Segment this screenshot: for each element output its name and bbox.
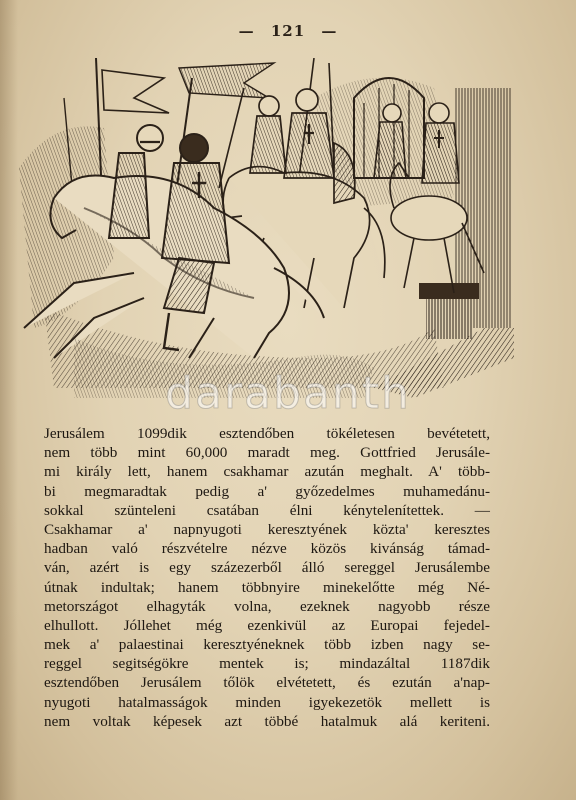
text-line: útnak indultak; hanem többnyire minekelőtte még Né-	[44, 578, 490, 596]
text-line: reggel segitségökre mentek is; mindazáltal 1187dik	[44, 655, 490, 673]
page-number: 121	[270, 22, 306, 40]
text-line: nem több mint 60,000 maradt meg. Gottfried Jerusále-	[44, 444, 490, 462]
text-line: hadban való részvételre nézve közös kivánság támad-	[44, 540, 490, 558]
text-line: mi király lett, hanem csakhamar azután meghalt. A' több-	[44, 463, 490, 481]
text-line: esztendőben Jerusálem tőlök elvétetett, és ezután a'nap-	[44, 674, 490, 692]
crusader-knights-engraving-icon	[14, 58, 526, 398]
header-dash-left: —	[238, 22, 255, 40]
text-line: Csakhamar a' napnyugoti keresztyének közta' keresztes	[44, 520, 490, 538]
text-line: metországot elhagyták volna, ezeknek nagyobb része	[44, 597, 490, 615]
text-line: Jerusálem 1099dik esztendőben tökéletesen bevétetett,	[44, 425, 490, 442]
text-line: nyugoti hatalmasságok minden igyekezetök mellett is	[44, 693, 490, 711]
text-line: sokkal szünteleni csatában élni kénytelenítettek. —	[44, 501, 490, 519]
page-header	[0, 22, 576, 40]
text-line: ván, azért is egy százezerből álló sereggel Jerusálembe	[44, 559, 490, 577]
text-line: bi megmaradtak pedig a' győzedelmes muhamedánu-	[44, 482, 490, 500]
text-line: nem voltak képesek azt többé hatalmuk alá keriteni.	[44, 712, 490, 730]
text-line: elhullott. Jóllehet még ezenkivül az Europai fejedel-	[44, 616, 490, 634]
body-text	[44, 424, 490, 731]
header-dash-right: —	[321, 22, 338, 40]
text-line: mek a' palaestinai keresztyéneknek több izben nagy se-	[44, 636, 490, 654]
watermark-text: darabanth	[165, 368, 411, 419]
